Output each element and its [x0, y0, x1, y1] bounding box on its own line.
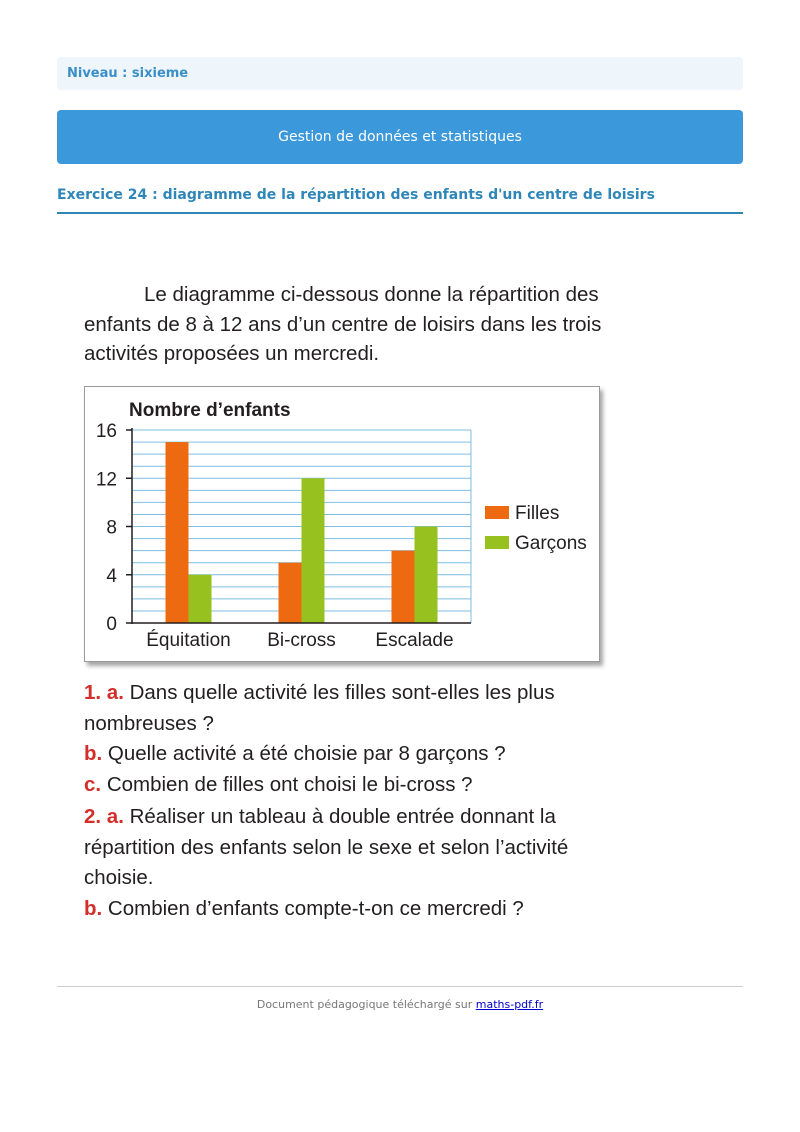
question-number: b. [84, 896, 103, 920]
y-tick-label: 8 [106, 517, 117, 539]
question-text: Combien de filles ont choisi le bi-cross ? [106, 772, 473, 796]
question-text: Quelle activité a été choisie par 8 garçons ? [107, 742, 506, 765]
footer [57, 998, 743, 1011]
legend-swatch [485, 536, 509, 549]
bar-garons-3 [415, 527, 438, 624]
question-2a [84, 802, 614, 894]
topic-banner: Gestion de données et statistiques [57, 110, 743, 164]
question-number: 2. a. [84, 805, 124, 828]
question-1c [84, 770, 614, 801]
bar-garons-1 [189, 575, 212, 623]
bar-chart-svg [85, 387, 601, 663]
questions-list [84, 678, 614, 924]
footer-link[interactable]: maths-pdf.fr [475, 998, 544, 1011]
footer-divider [57, 986, 743, 987]
worksheet-image [84, 280, 614, 920]
x-tick-label: Bi-cross [267, 630, 336, 651]
level-label: Niveau : sixieme [57, 57, 743, 90]
bar-chart [84, 386, 600, 662]
intro-text: Le diagramme ci-dessous donne la répartition des enfants de 8 à 12 ans d’un centre de loisirs dans les trois activités proposées un mercredi. [84, 283, 602, 365]
title-underline [57, 212, 743, 214]
bar-filles-2 [279, 563, 302, 623]
question-number: c. [84, 772, 102, 796]
y-tick-label: 4 [106, 565, 117, 587]
y-axis-label: Nombre d’enfants [129, 400, 291, 421]
legend-label: Filles [515, 503, 560, 524]
question-1a [84, 678, 614, 739]
y-tick-label: 12 [95, 469, 117, 491]
bar-filles-1 [166, 442, 189, 623]
question-number: b. [84, 742, 103, 765]
question-text: Dans quelle activité les filles sont-elles les plus nombreuses ? [84, 681, 555, 735]
footer-text: Document pédagogique téléchargé sur [256, 998, 476, 1011]
question-1b [84, 739, 614, 770]
bar-filles-3 [392, 551, 415, 623]
exercise-title: Exercice 24 : diagramme de la répartition des enfants d'un centre de loisirs [57, 187, 655, 203]
intro-paragraph [84, 280, 614, 369]
y-tick-label: 16 [95, 421, 117, 442]
x-tick-label: Équitation [146, 630, 231, 651]
question-text: Combien d’enfants compte-t-on ce mercredi ? [107, 896, 524, 920]
legend-label: Garçons [515, 533, 587, 554]
x-tick-label: Escalade [375, 630, 454, 651]
question-2b [84, 894, 614, 925]
question-number: 1. a. [84, 681, 124, 704]
bar-garons-2 [302, 478, 325, 623]
legend-swatch [485, 506, 509, 519]
y-tick-label: 0 [106, 614, 117, 635]
question-text: Réaliser un tableau à double entrée donnant la répartition des enfants selon le sexe et selon l’activité choisie. [84, 805, 569, 889]
